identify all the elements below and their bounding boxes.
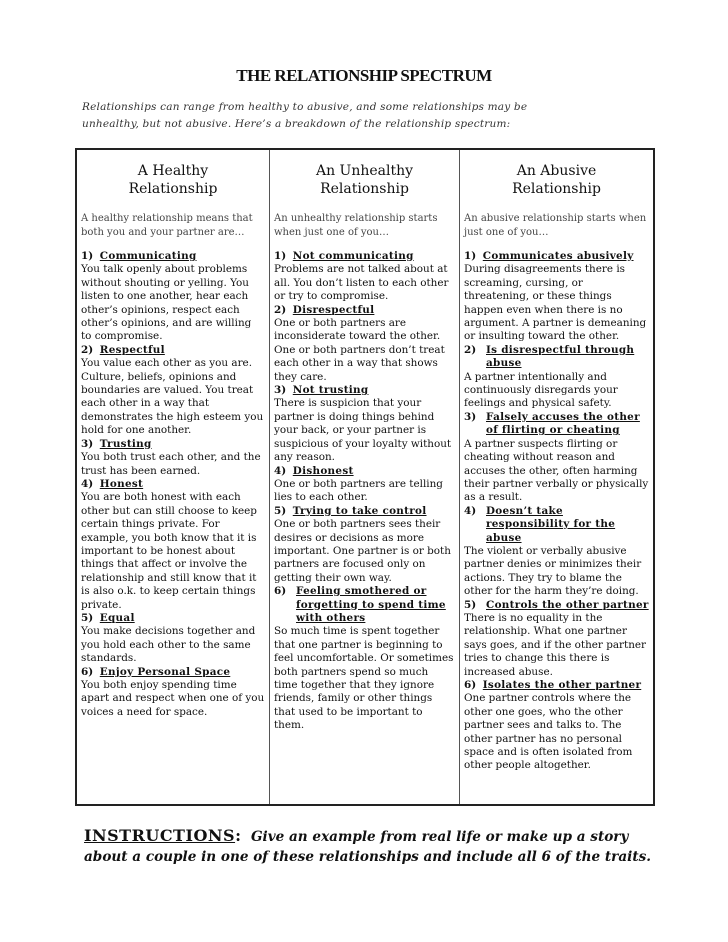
- trait-body: There is suspicion that your partner is doing things behind your back, or your partner is suspicious of your loyalty without any reason.: [274, 397, 452, 464]
- trait-number: 4): [464, 504, 477, 517]
- trait-number: 2): [81, 343, 94, 356]
- trait-number: 3): [81, 437, 94, 450]
- header-line-2: Relationship: [128, 181, 218, 197]
- trait-number: 2): [274, 303, 287, 316]
- trait-item: [274, 465, 455, 505]
- instructions-colon: :: [235, 826, 242, 845]
- trait-number: 5): [274, 504, 287, 517]
- trait-body: You make decisions together and you hold each other to the same standards.: [81, 625, 256, 665]
- column-abusive: [459, 150, 653, 804]
- spectrum-table: [75, 148, 655, 806]
- trait-title: Enjoy Personal Space: [99, 665, 231, 678]
- trait-item: [274, 585, 455, 732]
- column-header: [274, 162, 455, 204]
- trait-body: You both trust each other, and the trust has been earned.: [81, 451, 261, 477]
- trait-title: Doesn’t take responsibility for the abuse: [486, 504, 616, 544]
- column-lead: An abusive relationship starts when just one of you…: [464, 213, 647, 238]
- header-line-1: A Healthy: [137, 163, 209, 179]
- header-line-1: An Unhealthy: [315, 163, 414, 179]
- trait-title: Falsely accuses the other of flirting or cheating: [486, 410, 640, 437]
- trait-title: Respectful: [99, 343, 165, 356]
- trait-body: A partner suspects flirting or cheating without reason and accuses the other, often harming their partner verbally or physically as a result.: [464, 437, 649, 504]
- trait-body: During disagreements there is screaming, cursing, or threatening, or these things happen even when there is no argument. A partner is demeaning or insulting toward the other.: [464, 263, 647, 343]
- trait-item: [274, 304, 455, 384]
- column-lead: A healthy relationship means that both you and your partner are…: [81, 213, 253, 238]
- trait-number: 6): [81, 665, 94, 678]
- trait-number: 6): [464, 679, 477, 691]
- trait-body: You both enjoy spending time apart and respect when one of you voices a need for space.: [81, 679, 265, 718]
- trait-number: 3): [274, 384, 287, 397]
- trait-number: 4): [81, 477, 94, 490]
- trait-item: [464, 411, 649, 505]
- trait-number: 1): [274, 250, 287, 262]
- trait-title: Communicating: [99, 250, 197, 262]
- trait-item: [81, 250, 265, 344]
- column-unhealthy: [269, 150, 459, 804]
- trait-item: [274, 505, 455, 585]
- intro-line-2: unhealthy, but not abusive. Here’s a breakdown of the relationship spectrum:: [82, 118, 511, 130]
- trait-item: [464, 599, 649, 679]
- trait-body: One or both partners sees their desires or decisions as more important. One partner is or both partners are focused only on getting their own way.: [274, 518, 451, 584]
- instructions-label-text: INSTRUCTIONS: [84, 826, 236, 845]
- trait-item: [464, 505, 649, 599]
- trait-item: [274, 384, 455, 464]
- column-lead: An unhealthy relationship starts when just one of you…: [274, 213, 438, 238]
- trait-item: [81, 478, 265, 612]
- trait-number: 1): [81, 250, 94, 262]
- trait-body: So much time is spent together that one partner is beginning to feel uncomfortable. Or sometimes both partners spend so much time together that they ignore friends, family or other things that used to be important to them.: [274, 625, 454, 732]
- trait-title: Dishonest: [292, 464, 354, 477]
- trait-body: A partner intentionally and continuously disregards your feelings and physical safety.: [464, 370, 618, 410]
- trait-number: 3): [464, 410, 477, 423]
- intro-text: [82, 99, 662, 133]
- trait-item: [464, 344, 649, 411]
- trait-title: Equal: [99, 611, 135, 624]
- trait-item: [464, 250, 649, 344]
- column-header: [464, 162, 649, 204]
- trait-number: 4): [274, 464, 287, 477]
- trait-title: Trusting: [99, 437, 152, 450]
- trait-number: 5): [464, 598, 477, 611]
- trait-body: Problems are not talked about at all. You don’t listen to each other or try to compromise.: [274, 263, 449, 303]
- instructions: [84, 826, 664, 867]
- trait-number: 5): [81, 611, 94, 624]
- header-line-1: An Abusive: [516, 163, 597, 179]
- page-title: THE RELATIONSHIP SPECTRUM: [236, 66, 492, 85]
- trait-body: You talk openly about problems without shouting or yelling. You listen to one another, hear each other’s opinions, respect each other’s opinions, and are willing to compromise.: [81, 263, 252, 343]
- trait-item: [464, 679, 649, 773]
- trait-item: [81, 438, 265, 478]
- trait-item: [81, 666, 265, 720]
- header-line-2: Relationship: [512, 181, 601, 197]
- intro-line-1: Relationships can range from healthy to abusive, and some relationships may be: [82, 101, 528, 113]
- trait-title: Communicates abusively: [482, 250, 634, 262]
- trait-number: 2): [464, 343, 477, 356]
- column-healthy: [77, 150, 269, 804]
- instructions-label: [84, 826, 241, 845]
- trait-title: Isolates the other partner: [482, 679, 642, 691]
- trait-item: [81, 344, 265, 438]
- trait-body: The violent or verbally abusive partner denies or minimizes their actions. They try to blame the other for the harm they’re doing.: [464, 544, 642, 598]
- trait-body: You are both honest with each other but can still choose to keep certain things private. For example, you both know that it is important to be honest about things that affect or involve the relationship and still know that it is also o.k. to keep certain things private.: [81, 491, 257, 611]
- trait-title: Not trusting: [292, 384, 369, 397]
- trait-number: 6): [274, 585, 287, 598]
- trait-body: You value each other as you are. Culture, beliefs, opinions and boundaries are valued. You treat each other in a way that demonstrates the high esteem you hold for one another.: [81, 357, 264, 437]
- trait-item: [81, 612, 265, 666]
- column-header: [81, 162, 265, 204]
- trait-title: Disrespectful: [292, 303, 375, 316]
- trait-body: There is no equality in the relationship. What one partner says goes, and if the other partner tries to change this there is increased abuse.: [464, 611, 646, 678]
- header-line-2: Relationship: [320, 181, 409, 197]
- trait-title: Not communicating: [292, 250, 414, 262]
- instructions-text: Give an example from real life or make up a story about a couple in one of these relationships and include all 6 of the traits.: [84, 829, 651, 865]
- trait-body: One or both partners are inconsiderate toward the other. One or both partners don’t treat each other in a way that shows they care.: [274, 317, 445, 383]
- trait-title: Feeling smothered or forgetting to spend time with others: [296, 585, 446, 624]
- trait-title: Controls the other partner: [486, 598, 649, 611]
- trait-body: One or both partners are telling lies to each other.: [274, 477, 443, 504]
- trait-title: Is disrespectful through abuse: [486, 343, 635, 370]
- trait-title: Honest: [99, 477, 144, 490]
- trait-item: [274, 250, 455, 304]
- trait-number: 1): [464, 250, 477, 262]
- trait-title: Trying to take control: [292, 504, 427, 517]
- trait-body: One partner controls where the other one goes, who the other partner sees and talks to. The other partner has no personal space and is often isolated from other people altogether.: [464, 692, 633, 772]
